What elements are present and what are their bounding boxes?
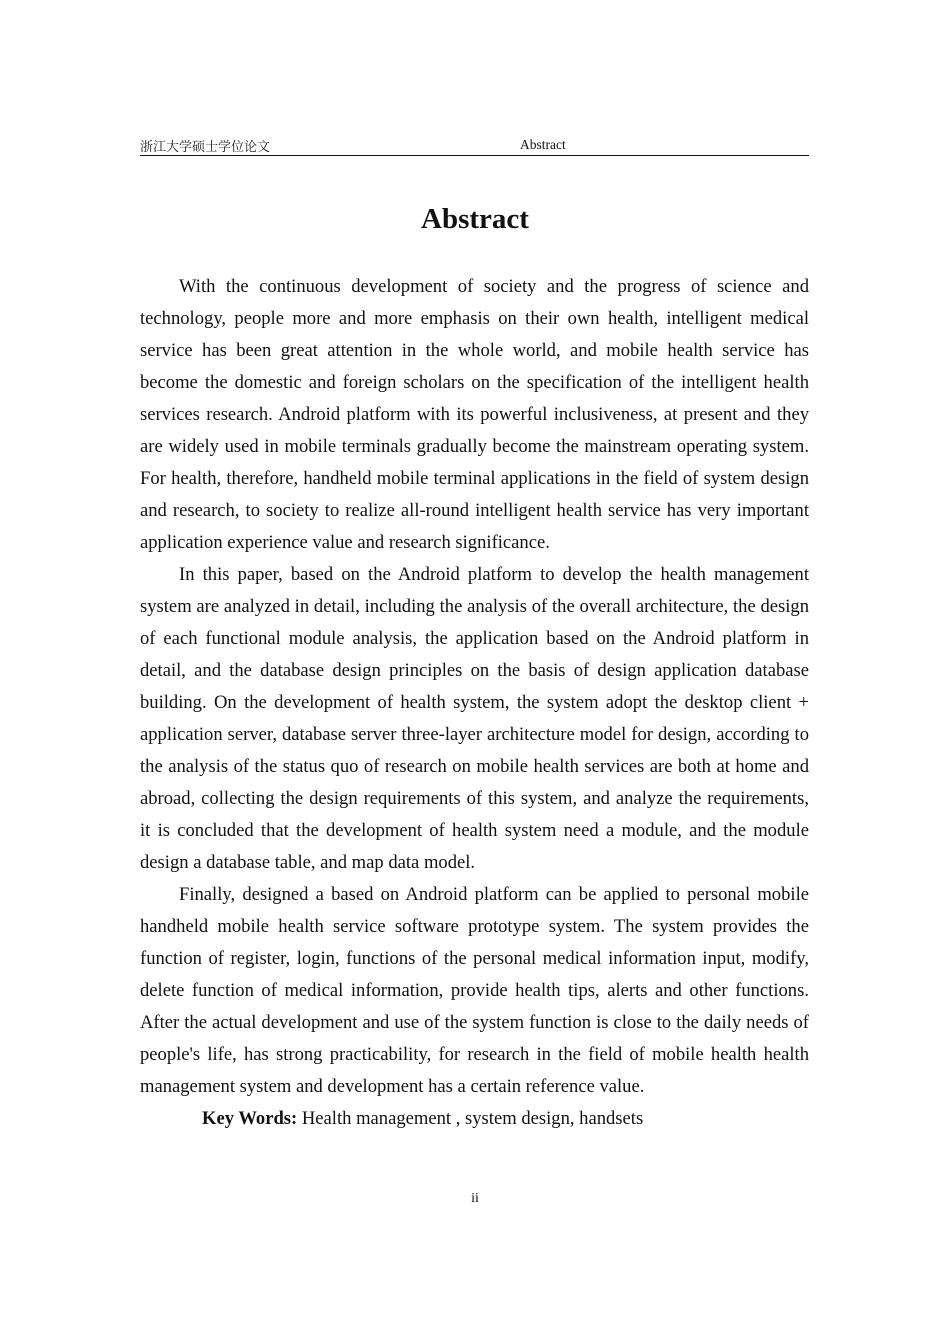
header-thesis-name: 浙江大学硕士学位论文 xyxy=(140,140,271,155)
page-number: ii xyxy=(471,1191,479,1206)
header-section-title: Abstract xyxy=(520,137,566,152)
abstract-paragraph-2: In this paper, based on the Android platform to develop the health management system are analyzed in detail, including the analysis of the overall architecture, the design of each functional module analysis, the application based on the Android platform in detail, and the database design principles on the basis of design application database building. On the development of health system, the system adopt the desktop client + application server, database server three-layer architecture model for design, according to the analysis of the status quo of research on mobile health services are both at home and abroad, collecting the design requirements of this system, and analyze the requirements, it is concluded that the development of health system need a module, and the module design a database table, and map data model. xyxy=(140,564,809,873)
keywords-line xyxy=(140,1103,809,1135)
abstract-body xyxy=(140,271,809,1135)
running-header xyxy=(140,136,809,156)
keywords-label: Key Words: xyxy=(202,1108,298,1129)
abstract-paragraph-3: Finally, designed a based on Android platform can be applied to personal mobile handheld mobile health service software prototype system. The system provides the function of register, login, functions of the personal medical information input, modify, delete function of medical information, provide health tips, alerts and other functions. After the actual development and use of the system function is close to the daily needs of people's life, has strong practicability, for research in the field of mobile health health management system and development has a certain reference value. xyxy=(140,884,809,1097)
keywords-value: Health management , system design, handsets xyxy=(301,1108,644,1129)
page-title: Abstract xyxy=(421,203,529,235)
abstract-paragraph-1: With the continuous development of society and the progress of science and technology, people more and more emphasis on their own health, intelligent medical service has been great attention in the whole world, and mobile health service has become the domestic and foreign scholars on the specification of the intelligent health services research. Android platform with its powerful inclusiveness, at present and they are widely used in mobile terminals gradually become the mainstream operating system. For health, therefore, handheld mobile terminal applications in the field of system design and research, to society to realize all-round intelligent health service has very important application experience value and research significance. xyxy=(140,276,809,553)
